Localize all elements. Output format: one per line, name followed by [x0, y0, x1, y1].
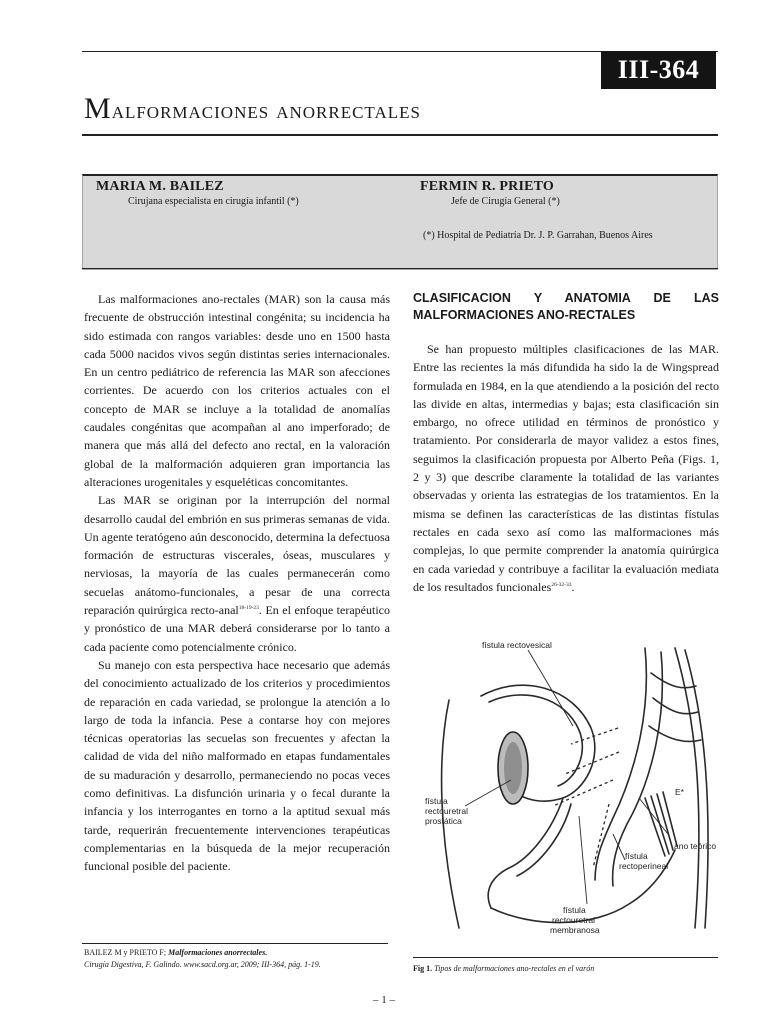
- chapter-code: III-364: [601, 51, 716, 89]
- citation-block: [84, 947, 321, 970]
- rectum-outline: [595, 648, 646, 880]
- right-column: [413, 290, 719, 596]
- label-fistula-prostatica-line2: rectouretral: [425, 806, 468, 816]
- authors-box: [82, 174, 718, 270]
- fistula-track-rectoperineal: [593, 804, 609, 868]
- author-role-1: Cirujana especialista en cirugía infantil (*): [128, 196, 299, 207]
- citation-line-1: BAILEZ M y PRIETO F; Malformaciones anorrectales.: [84, 948, 268, 957]
- reference-superscript: 26-32-33: [551, 581, 572, 588]
- figure-rule: [413, 957, 718, 958]
- label-fistula-rectovesical: fístula rectovesical: [482, 640, 552, 650]
- author-role-2: Jefe de Cirugía General (*): [451, 196, 560, 207]
- label-fistula-membranosa-line2: rectouretral: [552, 915, 595, 925]
- label-fistula-rectoperineal-line1: fístula: [625, 851, 648, 861]
- label-fistula-membranosa-line3: membranosa: [550, 925, 600, 935]
- left-column: [84, 290, 390, 876]
- label-fistula-prostatica-line1: fístula: [425, 796, 448, 806]
- hospital-affiliation: (*) Hospital de Pediatría Dr. J. P. Garrahan, Buenos Aires: [423, 230, 653, 241]
- paragraph-3: Su manejo con esta perspectiva hace necesario que además del conocimiento actualizado de los criterios y procedimientos de reparación en cada variedad, se prolongue la atención a lo largo de toda la infancia. Pese a contarse hoy con mejores técnicas operatorias las secuelas son frecuentes y afectan la calidad de vida del niño malformado en etapas fundamentales de su maduración y desarrollo, permaneciendo no pocas veces como definitivas. La disfunción urinaria y o fecal durante la infancia y los interrogantes en torno a la aptitud sexual más tarde, requerirán frecuentemente intervenciones terapéuticas complementarias en la búsqueda de la mejor recuperación funcional posible del paciente.: [84, 657, 390, 874]
- figure-1: [413, 628, 718, 948]
- title-rule: [82, 134, 718, 136]
- anatomy-diagram: [413, 628, 718, 948]
- paragraph-1: Las malformaciones ano-rectales (MAR) son la causa más frecuente de obstrucción intestinal congénita; su incidencia ha sido estimada con rangos variables: desde uno en 1500 hasta cada 5000 nacidos vivos según distintas series internacionales. En un centro pediátrico de referencia las MAR son afecciones corrientes. De acuerdo con los criterios actuales con el concepto de MAR se incluye a la totalidad de anomalías caudales congénitas que acompañan al ano imperforado; de manera que más allá del defecto ano rectal, en la valoración global de la malformación adquieren gran importancia las alteraciones urogenitales y esqueléticas concomitantes.: [84, 292, 390, 489]
- figure-caption: Fig 1. Tipos de malformaciones ano-rectales en el varón: [413, 964, 595, 973]
- author-name-1: MARIA M. BAILEZ: [96, 179, 224, 194]
- bladder-outline: [481, 685, 595, 801]
- title-initial: M: [84, 92, 112, 125]
- urethra-line: [488, 798, 563, 908]
- label-fistula-rectoperineal-line2: rectoperineal: [619, 861, 669, 871]
- label-ano-teorico: ano teórico: [674, 841, 717, 851]
- label-fistula-prostatica-line3: prostática: [425, 816, 462, 826]
- label-e-mark: E*: [675, 787, 684, 797]
- section-heading: CLASIFICACION Y ANATOMIA DE LAS MALFORMACIONES ANO-RECTALES: [413, 291, 719, 322]
- box-rule: [82, 268, 718, 269]
- label-fistula-membranosa-line1: fístula: [563, 905, 586, 915]
- paragraph-2: Las MAR se originan por la interrupción del normal desarrollo caudal del embrión en sus primeras semanas de vida. Un agente teratógeno aún desconocido, determina la defectuosa formación de estructuras viscerales, óseas, musculares y nerviosas, la mayoría de las cuales permanecerán como secuelas anátomo-funcionales, a pesar de una correcta reparación quirúrgica recto-anal$^{18-19-23}$. En el enfoque terapéutico y pronóstico de una MAR deberá considerarse por lo tanto a cada paciente como potencialmente crónico.: [84, 493, 390, 654]
- citation-rule: [82, 943, 388, 944]
- reference-superscript: 18-19-23: [238, 605, 259, 612]
- author-name-2: FERMIN R. PRIETO: [420, 179, 555, 194]
- page-number: – 1 –: [373, 994, 395, 1006]
- article-title: [84, 92, 421, 126]
- citation-line-2: Cirugía Digestiva, F. Galindo. www.sacd.org.ar, 2009; III-364, pág. 1-19.: [84, 959, 321, 969]
- paragraph-4: Se han propuesto múltiples clasificaciones de las MAR. Entre las recientes la más difundida ha sido la de Wingspread formulada en 1984, en la que atendiendo a la posición del recto las divide en altas, intermedias y bajas; esta clasificación sin embargo, no ofrece utilidad en términos de pronóstico y tratamiento. Por considerarla de mayor validez a estos fines, seguimos la clasificación propuesta por Alberto Peña (Figs. 1, 2 y 3) que describe claramente la totalidad de las variantes observadas y orienta las estrategias de los tratamientos. En la misma se definen las características de las distintas fístulas rectales en cada sexo así como las malformaciones más complejas, lo que permite comprender la anatomía quirúrgica en cada variedad y contribuye a facilitar la evaluación mediata de los resultados funcionales$^{26-32-33}$.: [413, 342, 719, 594]
- title-rest: alformaciones anorrectales: [111, 98, 421, 124]
